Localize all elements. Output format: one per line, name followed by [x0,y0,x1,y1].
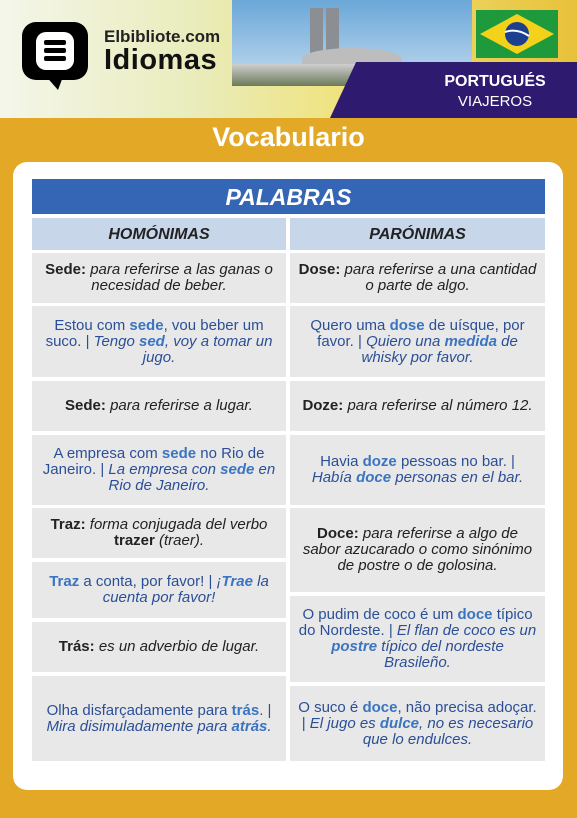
column-header-paronimas: PARÓNIMAS [290,218,545,250]
column-header-homonimas: HOMÓNIMAS [32,218,286,250]
paronym-example: Quero uma dose de uísque, por favor. | Quiero una medida de whisky por favor. [290,306,545,377]
homonym-definition: Traz: forma conjugada del verbo trazer (traer). [32,508,286,558]
brand-name: Idiomas [104,44,218,76]
homonym-example: Traz a conta, por favor! | ¡Trae la cuenta por favor! [32,562,286,618]
homonym-definition: Sede: para referirse a las ganas o necesidad de beber. [32,253,286,303]
homonym-example: Olha disfarçadamente para trás. | Mira disimuladamente para atrás. [32,676,286,761]
brazil-flag-icon [476,10,558,58]
paronym-example: O pudim de coco é um doce típico do Nordeste. | El flan de coco es un postre típico del nordeste Brasileño. [290,596,545,682]
table-banner: PALABRAS [32,179,545,214]
paronym-definition: Dose: para referirse a una cantidad o parte de algo. [290,253,545,303]
language-tag [420,68,570,116]
paronym-example: Havia doze pessoas no bar. | Había doce personas en el bar. [290,435,545,505]
homonym-definition: Sede: para referirse a lugar. [32,381,286,431]
elbibliote-logo-icon [22,22,88,80]
level-label: VIAJEROS [457,93,533,110]
brand-site: Elbibliote.com [104,27,221,46]
paronym-example: O suco é doce, não precisa adoçar. | El jugo es dulce, no es necesario que lo endulces. [290,686,545,761]
homonym-example: A empresa com sede no Rio de Janeiro. | La empresa con sede en Rio de Janeiro. [32,435,286,505]
homonym-example: Estou com sede, vou beber um suco. | Tengo sed, voy a tomar un jugo. [32,306,286,377]
language-label: PORTUGUÉS [444,73,546,90]
homonym-definition: Trás: es un adverbio de lugar. [32,622,286,672]
paronym-definition: Doce: para referirse a algo de sabor azucarado o como sinónimo de postre o de golosina. [290,508,545,592]
page-title: Vocabulario [212,122,365,152]
paronym-definition: Doze: para referirse al número 12. [290,381,545,431]
header [0,0,577,118]
